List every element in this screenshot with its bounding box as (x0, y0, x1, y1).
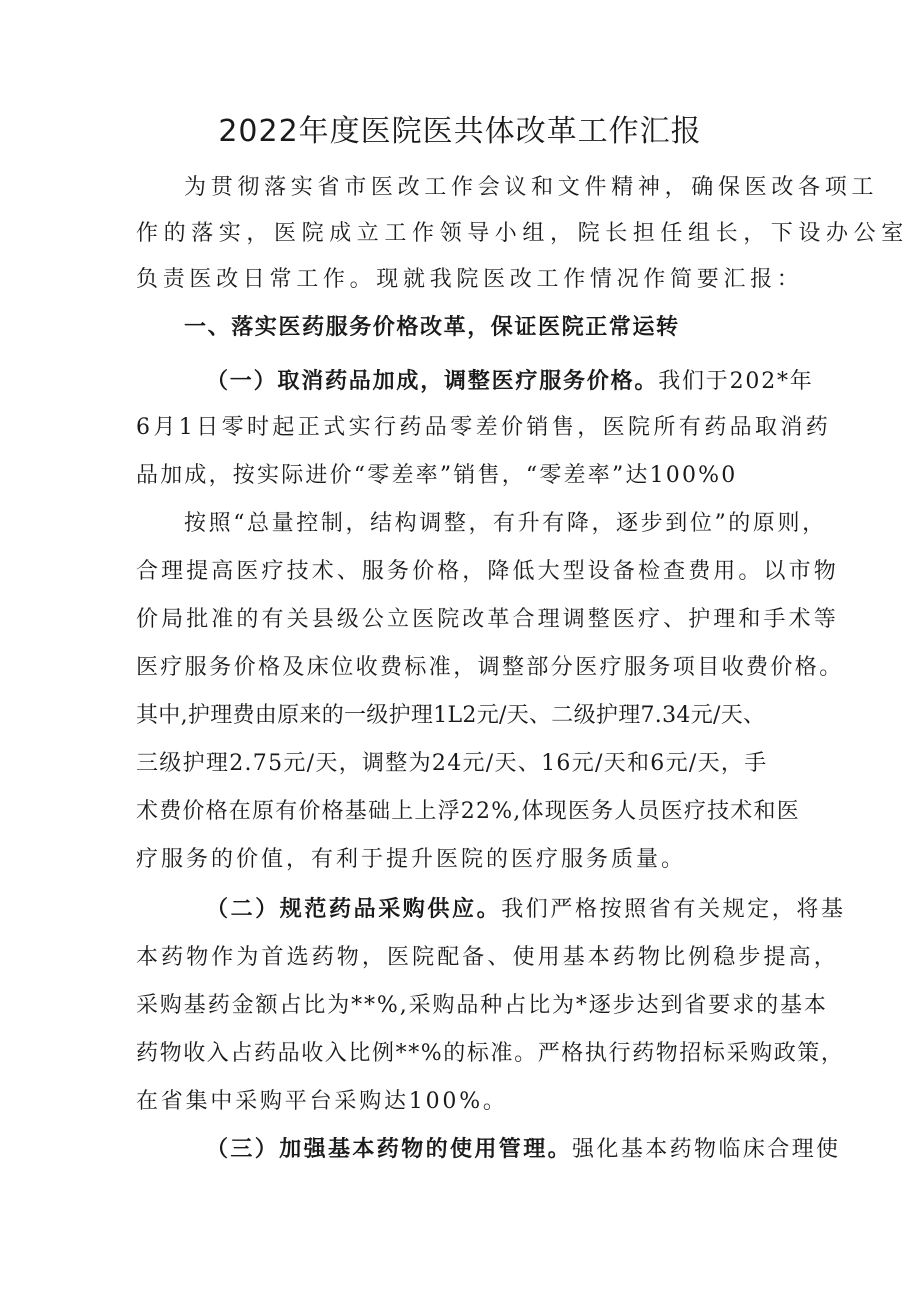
sub2-line-4: 药物收入占药品收入比例**%的标准。严格执行药物招标采购政策， (136, 1041, 845, 1066)
sub2-line-2: 本药物作为首选药物，医院配备、使用基本药物比例稳步提高， (136, 945, 839, 970)
para2-line-8: 疗服务的价值，有利于提升医院的医疗服务质量。 (136, 847, 687, 872)
intro-line-2: 作的落实，医院成立工作领导小组，院长担任组长，下设办公室 (136, 221, 909, 246)
sub2-line-1 (206, 894, 846, 926)
sub3-lead: （三）加强基本药物的使用管理。 (206, 1137, 573, 1162)
sub2-line-5: 在省集中采购平台采购达100%。 (136, 1089, 508, 1114)
sub2-line-1-rest: 我们严格按照省有关规定，将基 (501, 897, 846, 922)
sub3-line-1-rest: 强化基本药物临床合理使 (572, 1137, 841, 1162)
para2-line-7: 术费价格在原有价格基础上上浮22%,体现医务人员医疗技术和医 (136, 799, 800, 824)
section-1-heading: 一、落实医药服务价格改革，保证医院正常运转 (184, 315, 680, 340)
para2-line-1: 按照“总量控制，结构调整，有升有降，逐步到位”的原则， (184, 511, 827, 536)
para2-line-3: 价局批准的有关县级公立医院改革合理调整医疗、护理和手术等 (136, 607, 839, 632)
para2-line-2: 合理提高医疗技术、服务价格，降低大型设备检查费用。以市物 (136, 559, 839, 584)
intro-line-1: 为贯彻落实省市医改工作会议和文件精神，确保医改各项工 (184, 175, 879, 200)
sub1-line-1-rest: 我们于202*年 (658, 369, 814, 394)
sub2-lead: （二）规范药品采购供应。 (206, 897, 502, 922)
para2-line-6: 三级护理2.75元/天，调整为24元/天、16元/天和6元/天，手 (136, 751, 768, 776)
sub3-line-1 (206, 1134, 840, 1166)
document-title: 2022年度医院医共体改革工作汇报 (218, 114, 702, 149)
sub1-line-3: 品加成，按实际进价“零差率”销售，“零差率”达100%0 (136, 463, 738, 488)
sub1-line-2: 6月1日零时起正式实行药品零差价销售，医院所有药品取消药 (136, 415, 832, 440)
sub1-lead: （一）取消药品加成，调整医疗服务价格。 (206, 369, 659, 394)
para2-line-4: 医疗服务价格及床位收费标准，调整部分医疗服务项目收费价格。 (136, 655, 844, 680)
para2-line-5: 其中,护理费由原来的一级护理1L2元/天、二级护理7.34元/天、 (136, 703, 766, 728)
intro-line-3: 负责医改日常工作。现就我院医改工作情况作简要汇报： (136, 267, 804, 292)
sub1-line-1 (206, 366, 814, 398)
sub2-line-3: 采购基药金额占比为**%,采购品种占比为*逐步达到省要求的基本 (136, 993, 828, 1018)
